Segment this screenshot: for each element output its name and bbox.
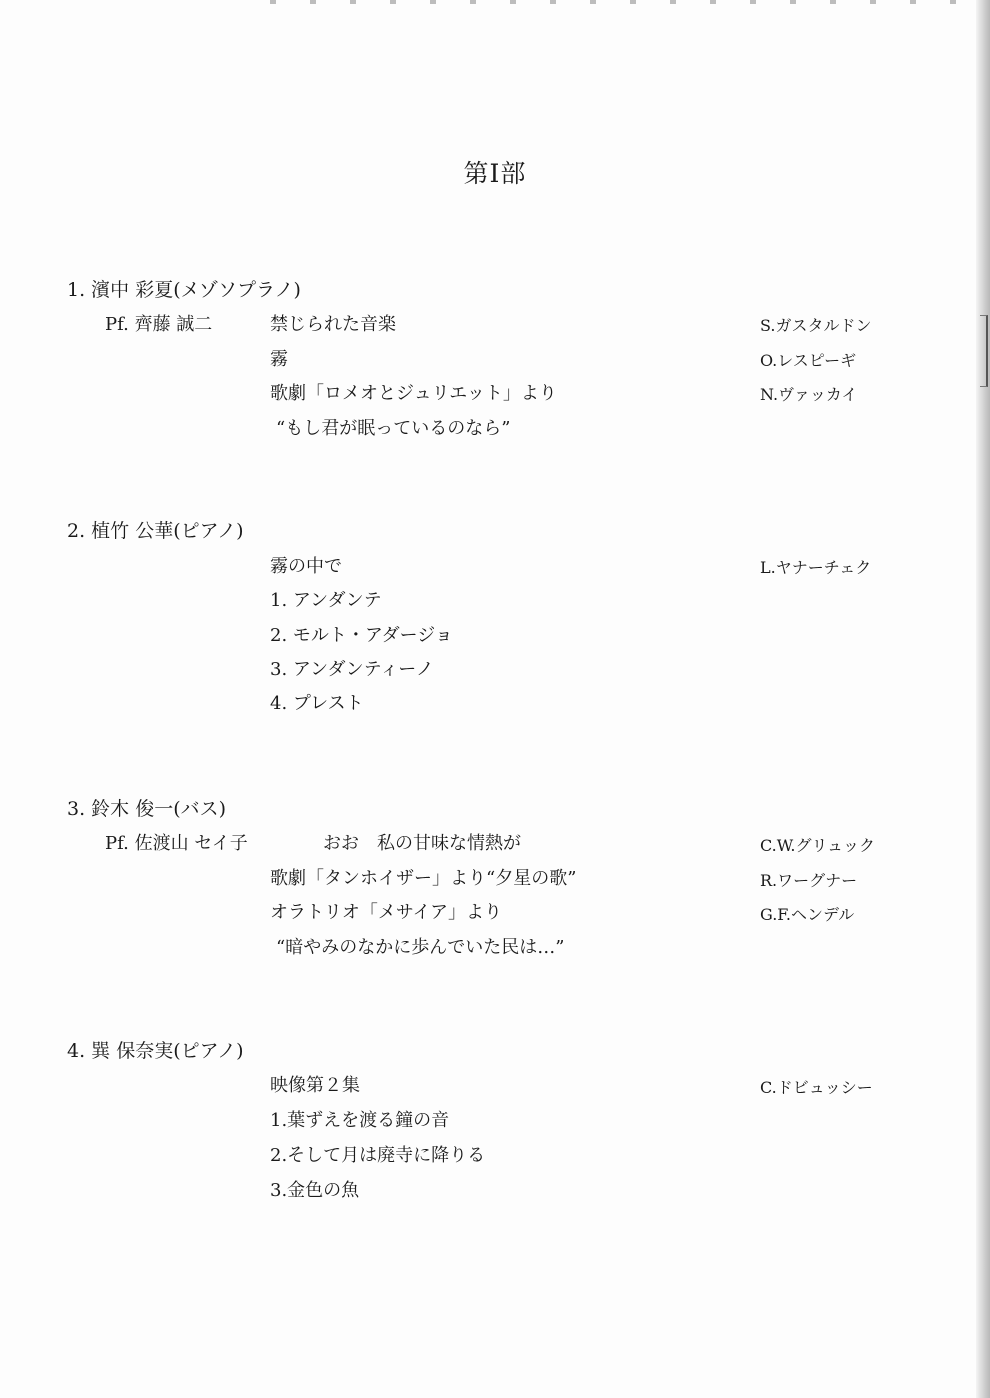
performer-heading: 4. 巽 保奈実(ピアノ) — [67, 1040, 244, 1062]
piece-title: オラトリオ「メサイア」より — [270, 902, 503, 923]
piece-title: おお 私の甘味な情熱が — [323, 833, 521, 854]
piece-subtitle: “暗やみのなかに歩んでいた民は…” — [276, 937, 565, 958]
piece-subtitle: “もし君が眠っているのなら” — [276, 418, 511, 439]
accompanist: Pf. 佐渡山 セイ子 — [105, 833, 248, 854]
composer: O.レスピーギ — [760, 351, 857, 370]
movement: 3. アンダンティーノ — [270, 659, 434, 680]
composer: G.F.ヘンデル — [760, 905, 855, 924]
composer: S.ガスタルドン — [760, 316, 872, 335]
piece-title: 映像第２集 — [270, 1075, 360, 1096]
movement: 1. アンダンテ — [270, 590, 382, 611]
composer: L.ヤナーチェク — [760, 558, 872, 577]
scan-edge-right — [976, 0, 990, 1398]
composer: R.ワーグナー — [760, 871, 858, 890]
scan-bleed-top — [270, 0, 970, 4]
composer: N.ヴァッカイ — [760, 385, 858, 404]
scan-edge-mark — [980, 315, 988, 387]
page-title: 第Ⅰ部 — [463, 159, 527, 188]
movement: 2. モルト・アダージョ — [270, 625, 453, 646]
piece-title: 霧の中で — [270, 556, 342, 577]
composer: C.W.グリュック — [760, 836, 876, 855]
piece-title: 禁じられた音楽 — [270, 314, 396, 335]
performer-heading: 1. 濱中 彩夏(メゾソプラノ) — [67, 279, 301, 301]
movement: 4. プレスト — [270, 693, 364, 714]
piece-title: 歌劇「ロメオとジュリエット」より — [270, 383, 557, 404]
performer-heading: 2. 植竹 公華(ピアノ) — [67, 520, 244, 542]
piece-title: 歌劇「タンホイザー」より“夕星の歌” — [270, 868, 577, 889]
performer-heading: 3. 鈴木 俊一(バス) — [67, 798, 227, 820]
piece-title: 霧 — [270, 349, 288, 370]
composer: C.ドビュッシー — [760, 1078, 873, 1097]
movement: 1.葉ずえを渡る鐘の音 — [270, 1110, 450, 1131]
movement: 3.金色の魚 — [270, 1180, 360, 1201]
accompanist: Pf. 齊藤 誠二 — [105, 314, 213, 335]
movement: 2.そして月は廃寺に降りる — [270, 1145, 486, 1166]
